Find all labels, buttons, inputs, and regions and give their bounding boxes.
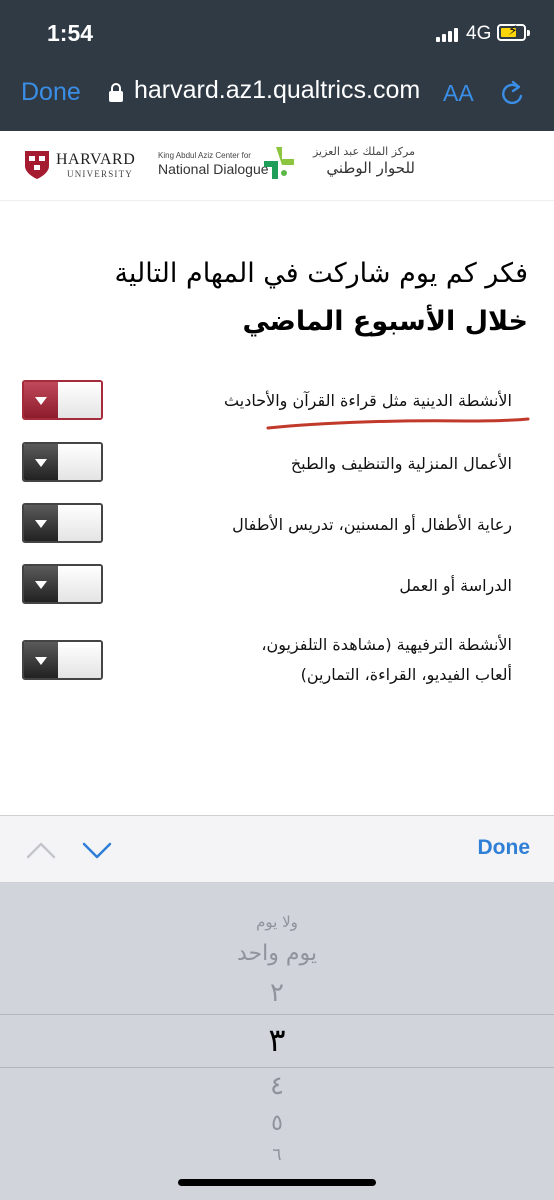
dropdown-childcare[interactable] — [22, 503, 103, 543]
url-field[interactable]: harvard.az1.qualtrics.com — [134, 76, 421, 104]
row-label-religious: الأنشطة الدينية مثل قراءة القرآن والأحاديث — [224, 391, 512, 410]
kacnd-arabic-line1: مركز الملك عبد العزيز — [312, 145, 415, 158]
text-size-label: AA — [443, 80, 474, 106]
dropdown-arrow-icon — [24, 642, 58, 678]
picker-done-button[interactable]: Done — [477, 836, 530, 859]
dropdown-arrow-icon — [24, 566, 58, 602]
network-label: 4G — [466, 23, 492, 44]
dropdown-arrow-icon — [24, 505, 58, 541]
dropdown-religious[interactable] — [22, 380, 103, 420]
picker-option[interactable]: ٤ — [270, 1071, 284, 1101]
picker-option[interactable]: ٥ — [271, 1111, 283, 1136]
row-label-leisure: الأنشطة الترفيهية (مشاهدة التلفزيون، ألعاب الفيديو، القراءة، التمارين) — [261, 635, 512, 684]
logo-header — [0, 131, 554, 201]
chevron-down-icon[interactable] — [82, 840, 112, 860]
red-underline-annotation — [266, 414, 532, 434]
status-time: 1:54 — [47, 20, 94, 46]
signal-icon — [436, 28, 460, 42]
lock-icon — [108, 82, 124, 102]
picker-option[interactable]: ٢ — [270, 978, 284, 1008]
picker-option[interactable]: ٦ — [272, 1145, 282, 1165]
row-label-study-work: الدراسة أو العمل — [399, 576, 512, 595]
question-bold: خلال الأسبوع الماضي — [242, 306, 528, 337]
row-label-childcare: رعاية الأطفال أو المسنين، تدريس الأطفال — [232, 515, 512, 534]
row-label-housework: الأعمال المنزلية والتنظيف والطبخ — [290, 454, 512, 473]
dropdown-study-work[interactable] — [22, 564, 103, 604]
dropdown-arrow-icon — [24, 444, 58, 480]
question-main: فكر كم يوم شاركت في المهام التالية — [114, 258, 528, 289]
dropdown-leisure[interactable] — [22, 640, 103, 680]
picker-option-selected[interactable]: ٣ — [268, 1021, 286, 1059]
home-indicator — [178, 1179, 376, 1186]
harvard-shield-logo — [24, 150, 50, 180]
dropdown-housework[interactable] — [22, 442, 103, 482]
chevron-up-icon[interactable] — [26, 840, 56, 860]
picker-option[interactable]: يوم واحد — [237, 941, 317, 966]
dropdown-arrow-icon — [24, 382, 58, 418]
option-picker-wheel[interactable] — [0, 883, 554, 1200]
question-text — [100, 250, 528, 346]
kacnd-english-line2: National Dialogue — [158, 161, 269, 177]
browser-done-button[interactable]: Done — [21, 78, 81, 106]
picker-option[interactable]: ولا يوم — [256, 913, 298, 931]
reload-icon[interactable] — [500, 80, 526, 108]
kacnd-logo-mark — [260, 143, 300, 183]
battery-icon: ⚡ — [497, 24, 526, 41]
kacnd-english-line1: King Abdul Aziz Center for — [158, 151, 251, 160]
picker-toolbar — [0, 815, 554, 883]
browser-chrome — [0, 0, 554, 131]
harvard-subtitle: UNIVERSITY — [67, 169, 133, 179]
kacnd-arabic-line2: للحوار الوطني — [326, 159, 415, 177]
harvard-name: HARVARD — [56, 151, 136, 168]
text-size-button[interactable] — [443, 80, 474, 107]
